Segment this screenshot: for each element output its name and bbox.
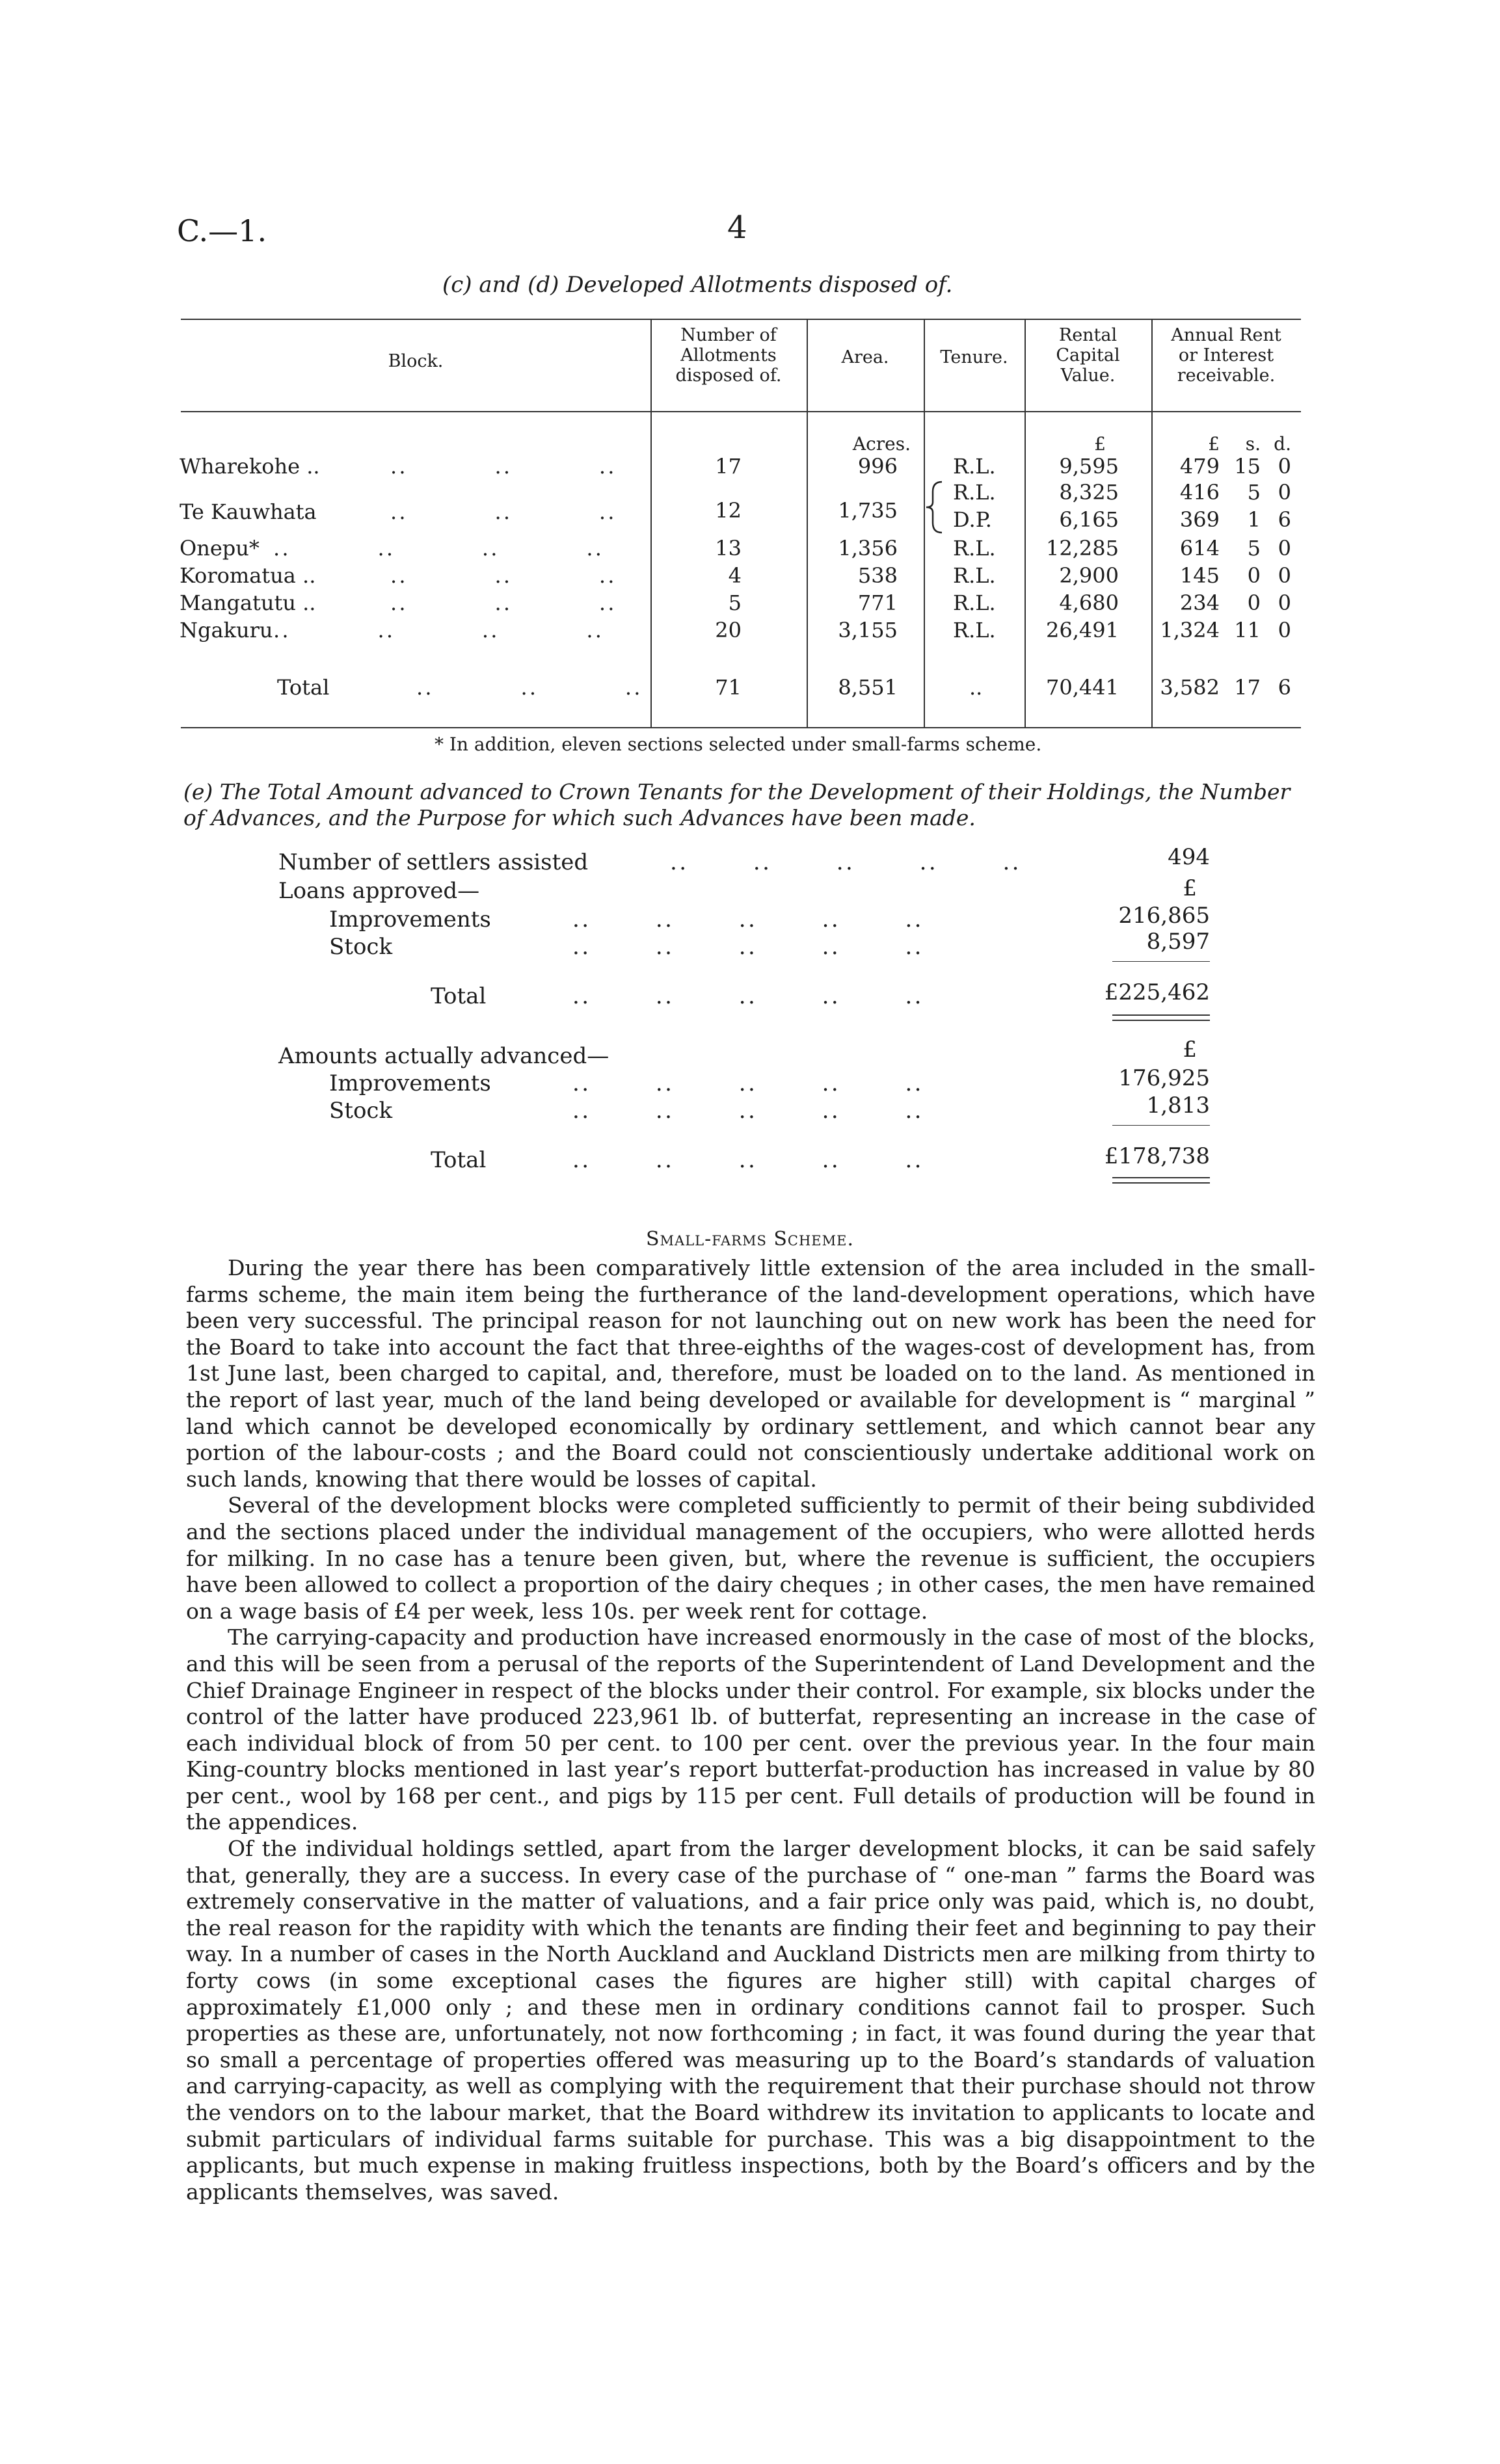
table-title: (c) and (d) Developed Allotments disposed of. (442, 272, 953, 298)
total-rent-shillings: 17 (1234, 675, 1261, 700)
advanced-stock-value: 1,813 (1146, 1093, 1210, 1119)
loans-total-value: £225,462 (1104, 979, 1210, 1005)
rent-pounds: 1,324 (1160, 618, 1220, 642)
advanced-label: Amounts actually advanced— (278, 1043, 609, 1069)
rent-pence: 0 (1278, 563, 1291, 588)
block-name: Wharekohe .. (180, 454, 320, 479)
rent-shillings: 0 (1247, 563, 1261, 588)
rent-pounds: 614 (1179, 536, 1220, 561)
rent-pence: 0 (1278, 618, 1291, 642)
column-header-rental-line: Capital (1056, 345, 1120, 365)
rental-value: 12,285 (1046, 536, 1119, 561)
rent-shillings: 5 (1247, 480, 1261, 505)
rental-value: 6,165 (1059, 507, 1119, 532)
rent-pounds: 234 (1179, 590, 1220, 615)
total-allotments: 71 (715, 675, 742, 700)
advanced-improvements-value: 176,925 (1118, 1065, 1210, 1091)
total-double-rule (1112, 1014, 1210, 1016)
leader-dots: .. .. .. (390, 590, 617, 615)
brace-icon (924, 480, 944, 535)
total-rental: 70,441 (1046, 675, 1119, 700)
rent-shillings: 15 (1234, 454, 1261, 479)
unit-acres: Acres. (852, 433, 911, 455)
unit-pence: d. (1274, 433, 1291, 455)
paragraph: During the year there has been comparatively little extension of the area included in the small-farms scheme, the main item being the furtherance of the land-development operations, which have been very successful. The principal reason for not launching out on new work has been the need for the Board to take into account the fact that three-eighths of the wages-cost of development has, from 1st June last, been charged to capital, and, therefore, must be loaded on to the land. As mentioned in the report of last year, much of the land being developed or available for development is “ marginal ” land which cannot be developed economically by ordinary settlement, and which cannot bear any portion of the labour-costs ; and the Board could not conscientiously undertake additional work on such lands, knowing that there would be losses of capital. (186, 1255, 1315, 1492)
tenure-value: R.L. (953, 454, 996, 479)
rent-pounds: 416 (1179, 480, 1220, 505)
total-tenure: .. (969, 675, 983, 700)
leader-dots: .. .. .. .. .. (670, 849, 1021, 875)
column-header-rental (1025, 325, 1151, 386)
rent-shillings: 11 (1234, 618, 1261, 642)
total-double-rule (1112, 1177, 1210, 1178)
leader-dots: .. .. .. .. .. (572, 1070, 924, 1096)
tenure-value: D.P. (953, 507, 992, 532)
area-value: 996 (857, 454, 898, 479)
block-name: Onepu* (180, 536, 260, 561)
rent-pence: 0 (1278, 536, 1291, 561)
rental-value: 2,900 (1059, 563, 1119, 588)
block-name: Ngakuru (180, 618, 273, 642)
column-header-area: Area. (841, 347, 889, 367)
column-header-annual-line: receivable. (1177, 365, 1276, 386)
column-divider (807, 319, 808, 727)
stock-label: Stock (329, 1098, 393, 1124)
unit-shillings: s. (1245, 433, 1261, 455)
column-header-number-line: Number of (680, 325, 777, 345)
leader-dots: .. .. .. .. .. (572, 983, 924, 1009)
tenure-value: R.L. (953, 563, 996, 588)
improvements-label: Improvements (329, 907, 491, 933)
sum-rule (1112, 961, 1210, 962)
paragraph: The carrying-capacity and production have increased enormously in the case of most of the blocks, and this will be seen from a perusal of the reports of the Superintendent of Land Development and the Chief Drainage Engineer in respect of the blocks under their control. For example, six blocks under the control of the latter have produced 223,961 lb. of butterfat, representing an increase in the case of each individual block of from 50 per cent. to 100 per cent. over the previous year. In the four main King-country blocks mentioned in last year’s report butterfat-production has increased in value by 80 per cent., wool by 168 per cent., and pigs by 115 per cent. Full details of production will be found in the appendices. (186, 1624, 1315, 1835)
rent-pounds: 479 (1179, 454, 1220, 479)
block-name: Mangatutu .. (180, 590, 316, 615)
leader-dots: .. .. .. .. (273, 618, 604, 642)
allotments-count: 17 (715, 454, 742, 479)
rental-value: 4,680 (1059, 590, 1119, 615)
leader-dots: .. .. .. .. .. (572, 907, 924, 933)
area-value: 771 (857, 590, 898, 615)
section-heading: Small-farms Scheme. (645, 1228, 855, 1251)
area-value: 538 (857, 563, 898, 588)
allotments-count: 4 (728, 563, 742, 588)
loans-improvements-value: 216,865 (1118, 903, 1210, 929)
advanced-total-label: Total (431, 1147, 487, 1173)
settlers-value: 494 (1168, 844, 1210, 870)
leader-dots: .. .. .. (390, 563, 617, 588)
unit-rental: £ (1094, 433, 1106, 455)
rental-value: 9,595 (1059, 454, 1119, 479)
total-area: 8,551 (838, 675, 898, 700)
tenure-value: R.L. (953, 536, 996, 561)
rent-pence: 0 (1278, 454, 1291, 479)
rent-pence: 0 (1278, 480, 1291, 505)
improvements-label: Improvements (329, 1070, 491, 1096)
allotments-count: 12 (715, 498, 742, 523)
column-header-number-line: Allotments (680, 345, 777, 365)
rent-pence: 6 (1278, 507, 1291, 532)
leader-dots: .. .. .. .. .. (572, 934, 924, 960)
stock-label: Stock (329, 934, 393, 960)
rent-shillings: 5 (1247, 536, 1261, 561)
rental-value: 8,325 (1059, 480, 1119, 505)
loans-stock-value: 8,597 (1146, 929, 1210, 955)
table-header-rule (181, 411, 1301, 412)
rent-shillings: 0 (1247, 590, 1261, 615)
tenure-value: R.L. (953, 480, 996, 505)
block-name: Te Kauwhata (180, 499, 317, 524)
tenure-value: R.L. (953, 618, 996, 642)
column-header-annual-line: or Interest (1178, 345, 1274, 365)
paragraph: Of the individual holdings settled, apart from the larger development blocks, it can be said safely that, generally, they are a success. In every case of the purchase of “ one-man ” farms the Board was extremely conservative in the matter of valuations, and a fair price only was paid, which is, no doubt, the real reason for the rapidity with which the tenants are finding their feet and beginning to pay their way. In a number of cases in the North Auckland and Auckland Districts men are milking from thirty to forty cows (in some exceptional cases the figures are higher still) with capital charges of approximately £1,000 only ; and these men in ordinary conditions cannot fail to prosper. Such properties as these are, unfortunately, not now forthcoming ; in fact, it was found during the year that so small a percentage of properties offered was measuring up to the Board’s standards of valuation and carrying-capacity, as well as complying with the requirement that their purchase should not throw the vendors on to the labour market, that the Board withdrew its invitation to applicants to locate and submit particulars of individual farms suitable for purchase. This was a big disappointment to the applicants, but much expense in making fruitless inspections, both by the Board’s officers and by the applicants themselves, was saved. (186, 1836, 1315, 2205)
rental-value: 26,491 (1046, 618, 1119, 642)
block-name: Koromatua .. (180, 563, 316, 588)
rent-pounds: 145 (1179, 563, 1220, 588)
leader-dots: .. .. .. (390, 499, 617, 524)
leader-dots: .. .. .. (390, 454, 617, 479)
area-value: 1,356 (838, 536, 898, 561)
document-reference: C.—1. (177, 213, 267, 248)
body-text (186, 1255, 1315, 2205)
column-header-number-line: disposed of. (675, 365, 782, 386)
leader-dots: .. .. .. (416, 675, 643, 700)
rent-pence: 0 (1278, 590, 1291, 615)
total-label: Total (277, 675, 330, 700)
rent-pounds: 369 (1179, 507, 1220, 532)
column-header-block: Block. (388, 351, 444, 371)
column-header-annual-line: Annual Rent (1171, 325, 1281, 345)
column-header-number (650, 325, 807, 386)
leader-dots: .. .. .. .. .. (572, 1147, 924, 1173)
currency-symbol: £ (1183, 1037, 1197, 1063)
area-value: 1,735 (838, 498, 898, 523)
paragraph: Several of the development blocks were completed sufficiently to permit of their being subdivided and the sections placed under the individual management of the occupiers, who were allotted herds for milking. In no case has a tenure been given, but, where the revenue is sufficient, the occupiers have been allowed to collect a proportion of the dairy cheques ; in other cases, the men have remained on a wage basis of £4 per week, less 10s. per week rent for cottage. (186, 1492, 1315, 1624)
total-rent-pounds: 3,582 (1160, 675, 1220, 700)
area-value: 3,155 (838, 618, 898, 642)
column-header-annual (1151, 325, 1301, 386)
total-double-rule (1112, 1182, 1210, 1184)
currency-symbol: £ (1183, 875, 1197, 901)
unit-pounds: £ (1208, 433, 1220, 455)
tenure-value: R.L. (953, 590, 996, 615)
total-double-rule (1112, 1020, 1210, 1021)
column-header-rental-line: Rental (1058, 325, 1118, 345)
table-bottom-rule (181, 727, 1301, 728)
settlers-label: Number of settlers assisted (278, 849, 589, 875)
table-top-rule (181, 319, 1301, 320)
leader-dots: .. .. .. .. .. (572, 1098, 924, 1124)
allotments-count: 13 (715, 536, 742, 561)
advanced-total-value: £178,738 (1104, 1143, 1210, 1169)
section-e-heading: (e) The Total Amount advanced to Crown Tenants for the Development of their Holdings, the Number of Advances, and the Purpose for which such Advances have been made. (183, 779, 1291, 830)
loans-total-label: Total (431, 983, 487, 1009)
total-rent-pence: 6 (1278, 675, 1291, 700)
page-number: 4 (727, 209, 747, 246)
rent-shillings: 1 (1247, 507, 1261, 532)
allotments-count: 20 (715, 618, 742, 642)
allotments-count: 5 (728, 590, 742, 615)
column-header-tenure: Tenure. (940, 347, 1008, 367)
leader-dots: .. .. .. .. (273, 536, 604, 561)
sum-rule (1112, 1125, 1210, 1126)
loans-label: Loans approved— (278, 878, 480, 904)
column-header-rental-line: Value. (1060, 365, 1116, 386)
table-footnote: * In addition, eleven sections selected under small-farms scheme. (435, 734, 1042, 755)
